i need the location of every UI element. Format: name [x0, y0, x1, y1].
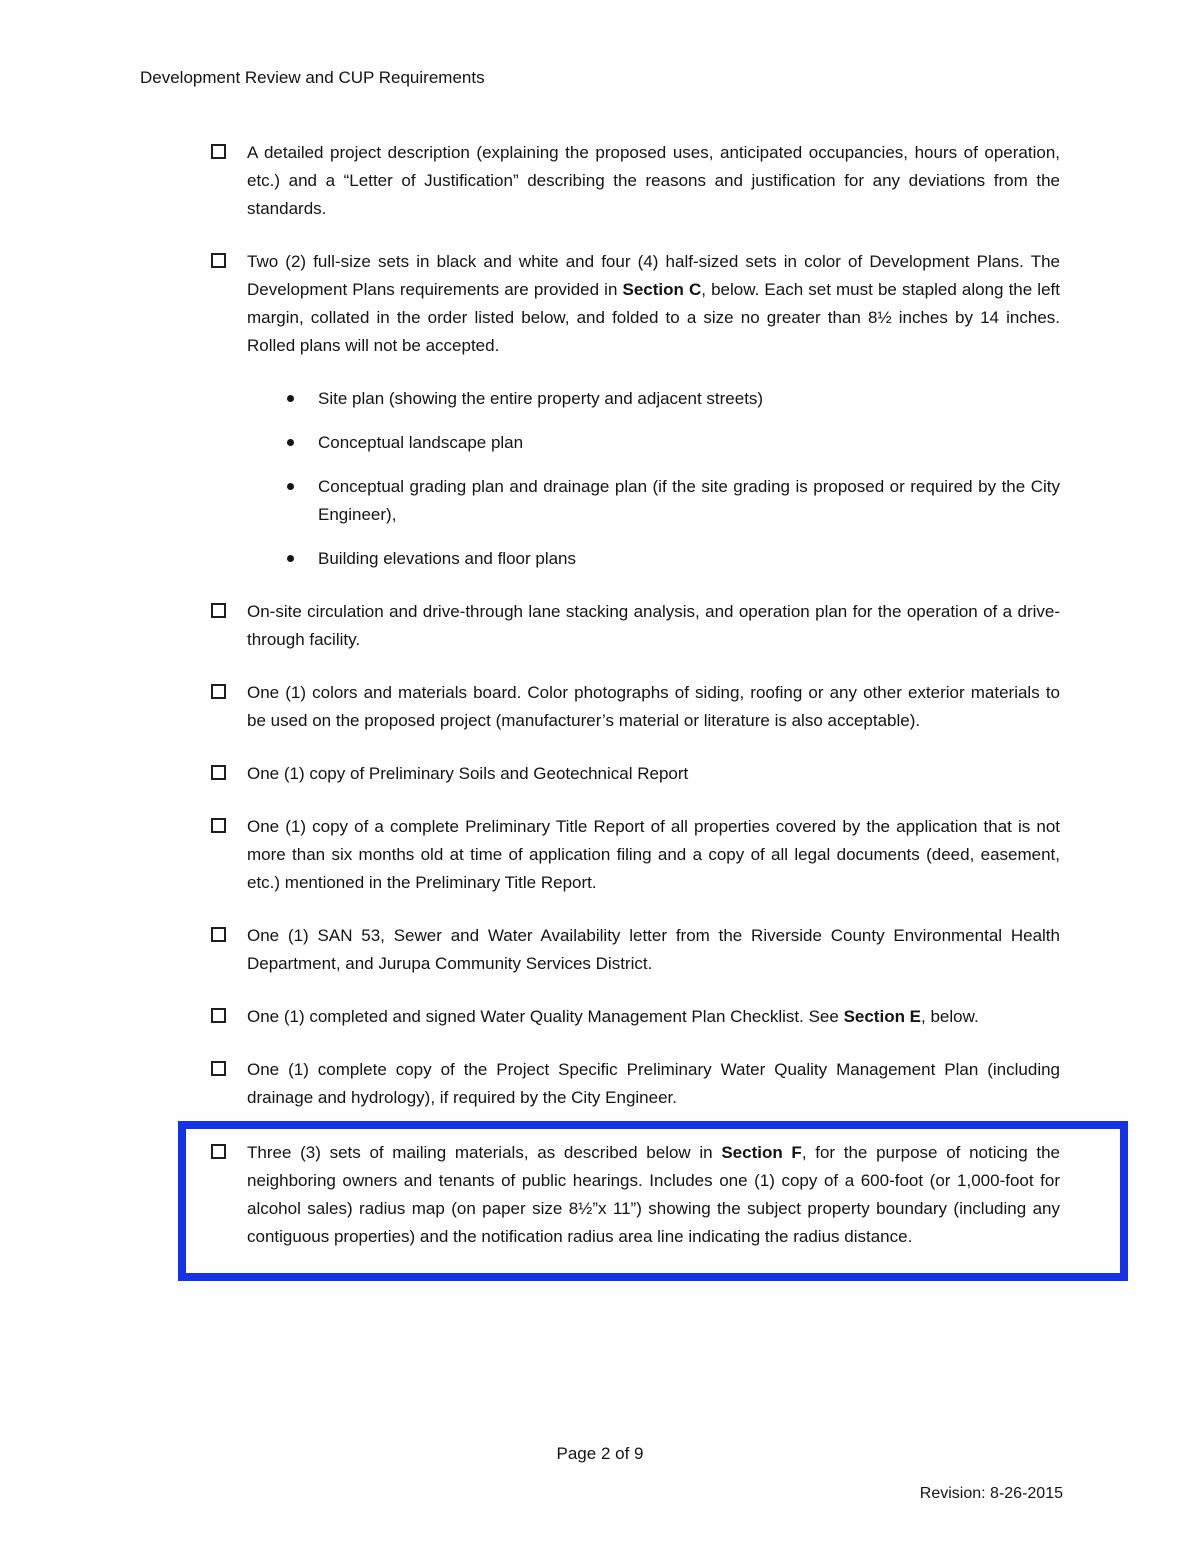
highlight-box [178, 1121, 1128, 1281]
checklist-item-text [247, 760, 1060, 788]
revision-date: Revision: 8-26-2015 [919, 1485, 1063, 1502]
bullet-item-text: Building elevations and floor plans [318, 549, 577, 568]
checklist-item [211, 139, 1060, 223]
checklist-item-text [247, 1139, 1060, 1251]
checklist [211, 139, 1060, 1281]
text-run: One (1) copy of a complete Preliminary Title Report of all properties covered by the application that is not more than six months old at time of application filing and a copy of all legal documents (deed, easement, etc.) mentioned in the Preliminary Title Report. [247, 817, 1060, 892]
text-run: A detailed project description (explaining the proposed uses, anticipated occupancies, hours of operation, etc.) and a “Letter of Justification” describing the reasons and justification for any deviations from the standards. [247, 143, 1060, 218]
checklist-item-text [247, 1056, 1060, 1112]
bullet-item [287, 473, 1060, 529]
text-run: , below. Each set must be stapled along the left margin, collated in the order listed below, and folded to a size no greater than 8½ inches by 14 inches. Rolled plans will not be accepted. [247, 280, 1060, 355]
bullet-dot-icon [287, 395, 294, 402]
checklist-item-text [247, 248, 1060, 360]
text-run: , below. [921, 1007, 979, 1026]
bullet-item [287, 545, 1060, 573]
text-run: On-site circulation and drive-through lane stacking analysis, and operation plan for the operation of a drive-through facility. [247, 602, 1060, 649]
text-run: One (1) completed and signed Water Quality Management Plan Checklist. See [247, 1007, 844, 1026]
checkbox-icon [211, 1144, 226, 1159]
bold-text-run: Section E [843, 1007, 922, 1026]
checklist-item [211, 1003, 1060, 1031]
checkbox-icon [211, 1061, 226, 1076]
checkbox-icon [211, 144, 226, 159]
bold-text-run: Section C [622, 280, 702, 299]
page-header: Development Review and CUP Requirements [140, 68, 485, 87]
text-run: , for the purpose of noticing the neighboring owners and tenants of public hearings. Includes one (1) copy of a 600-foot (or 1,000-foot for alcohol sales) radius map (on paper size 8½”x 11”) showing the subject property boundary (including any contiguous properties) and the notification radius area line indicating the radius distance. [247, 1143, 1060, 1246]
bold-text-run: Section F [721, 1143, 802, 1162]
checkbox-icon [211, 927, 226, 942]
checklist-item-text [247, 139, 1060, 223]
checklist-item-text [247, 922, 1060, 978]
checklist-item-text [247, 598, 1060, 654]
checkbox-icon [211, 818, 226, 833]
checklist-item [211, 922, 1060, 978]
page-number: Page 2 of 9 [556, 1444, 644, 1463]
bullet-item [287, 429, 1060, 457]
checklist-item [211, 1056, 1060, 1112]
checklist-item [211, 760, 1060, 788]
checkbox-icon [211, 1008, 226, 1023]
checkbox-icon [211, 253, 226, 268]
bullet-dot-icon [287, 483, 294, 490]
checklist-item [211, 248, 1060, 360]
bullet-list [287, 385, 1060, 573]
bullet-item [287, 385, 1060, 413]
text-run: One (1) colors and materials board. Color photographs of siding, roofing or any other exterior materials to be used on the proposed project (manufacturer’s material or literature is also acceptable). [247, 683, 1060, 730]
bullet-item-text: Conceptual landscape plan [318, 433, 524, 452]
text-run: One (1) copy of Preliminary Soils and Geotechnical Report [247, 764, 689, 783]
checklist-item-text [247, 1003, 1060, 1031]
checklist-item [211, 598, 1060, 654]
checklist-item [211, 813, 1060, 897]
bullet-dot-icon [287, 555, 294, 562]
text-run: Two (2) full-size sets in black and white and four (4) half-sized sets in color of Development Plans. The Development Plans requirements are provided in [247, 252, 1060, 299]
bullet-dot-icon [287, 439, 294, 446]
checklist-item-text [247, 679, 1060, 735]
bullet-item-text: Conceptual grading plan and drainage plan (if the site grading is proposed or required by the City Engineer), [318, 477, 1060, 524]
text-run: Three (3) sets of mailing materials, as described below in [247, 1143, 722, 1162]
checklist-item [211, 1139, 1060, 1251]
checklist-item-text [247, 813, 1060, 897]
text-run: One (1) SAN 53, Sewer and Water Availability letter from the Riverside County Environmental Health Department, and Jurupa Community Services District. [247, 926, 1060, 973]
bullet-item-text: Site plan (showing the entire property and adjacent streets) [318, 389, 764, 408]
checklist-item [211, 679, 1060, 735]
checkbox-icon [211, 603, 226, 618]
checkbox-icon [211, 684, 226, 699]
text-run: One (1) complete copy of the Project Specific Preliminary Water Quality Management Plan (including drainage and hydrology), if required by the City Engineer. [247, 1060, 1060, 1107]
checkbox-icon [211, 765, 226, 780]
